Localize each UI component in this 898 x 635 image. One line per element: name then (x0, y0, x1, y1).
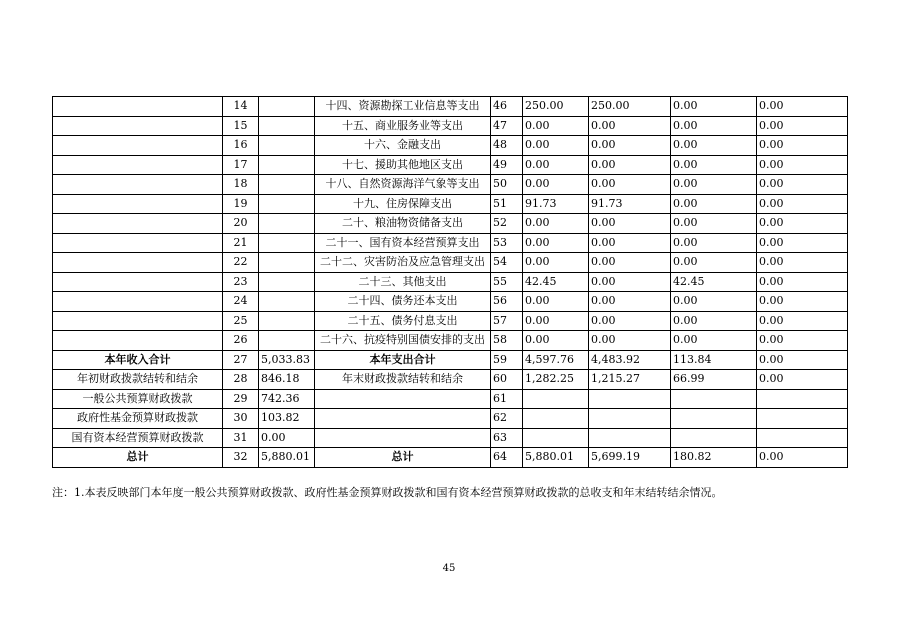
expense-item-label: 二十三、其他支出 (315, 272, 491, 292)
income-item-label (53, 97, 223, 117)
income-amount: 742.36 (259, 389, 315, 409)
expense-project: 0.00 (671, 233, 757, 253)
expense-total: 0.00 (523, 175, 589, 195)
income-line-no: 28 (223, 370, 259, 390)
expense-project (671, 389, 757, 409)
expense-basic: 0.00 (589, 136, 671, 156)
expense-basic: 0.00 (589, 331, 671, 351)
income-item-label (53, 116, 223, 136)
expense-project: 0.00 (671, 194, 757, 214)
expense-basic: 0.00 (589, 292, 671, 312)
income-amount (259, 272, 315, 292)
expense-project: 0.00 (671, 292, 757, 312)
income-line-no: 15 (223, 116, 259, 136)
income-item-label (53, 214, 223, 234)
table-row (53, 136, 848, 156)
expense-basic (589, 428, 671, 448)
expense-line-no: 51 (491, 194, 523, 214)
expense-other: 0.00 (757, 136, 848, 156)
income-line-no: 24 (223, 292, 259, 312)
expense-item-label: 二十二、灾害防治及应急管理支出 (315, 253, 491, 273)
expense-total (523, 409, 589, 429)
expense-total: 0.00 (523, 311, 589, 331)
expense-total (523, 389, 589, 409)
expense-basic: 4,483.92 (589, 350, 671, 370)
expense-basic: 0.00 (589, 155, 671, 175)
income-line-no: 29 (223, 389, 259, 409)
income-item-label (53, 292, 223, 312)
expense-line-no: 62 (491, 409, 523, 429)
expense-item-label: 二十一、国有资本经营预算支出 (315, 233, 491, 253)
table-row (53, 253, 848, 273)
table-row (53, 292, 848, 312)
table-row (53, 97, 848, 117)
table-row (53, 389, 848, 409)
expense-project: 0.00 (671, 253, 757, 273)
expense-total: 1,282.25 (523, 370, 589, 390)
expense-line-no: 61 (491, 389, 523, 409)
income-item-label: 政府性基金预算财政拨款 (53, 409, 223, 429)
table-row (53, 175, 848, 195)
expense-project (671, 428, 757, 448)
income-line-no: 17 (223, 155, 259, 175)
table-row (53, 409, 848, 429)
expense-project: 0.00 (671, 175, 757, 195)
expense-other: 0.00 (757, 292, 848, 312)
expense-basic: 0.00 (589, 175, 671, 195)
expense-total: 0.00 (523, 253, 589, 273)
expense-total: 0.00 (523, 331, 589, 351)
expense-other: 0.00 (757, 175, 848, 195)
expense-other: 0.00 (757, 350, 848, 370)
table-row (53, 311, 848, 331)
expense-line-no: 63 (491, 428, 523, 448)
expense-item-label: 十七、援助其他地区支出 (315, 155, 491, 175)
expense-item-label: 本年支出合计 (315, 350, 491, 370)
expense-other: 0.00 (757, 233, 848, 253)
expense-project: 0.00 (671, 116, 757, 136)
income-line-no: 19 (223, 194, 259, 214)
table-row (53, 448, 848, 468)
expense-item-label: 二十、粮油物资储备支出 (315, 214, 491, 234)
page-number: 45 (442, 563, 456, 574)
income-amount (259, 194, 315, 214)
expense-other: 0.00 (757, 155, 848, 175)
expense-total: 250.00 (523, 97, 589, 117)
expense-project: 0.00 (671, 136, 757, 156)
income-amount (259, 331, 315, 351)
table-row (53, 350, 848, 370)
expense-other: 0.00 (757, 370, 848, 390)
expense-line-no: 58 (491, 331, 523, 351)
expense-basic: 5,699.19 (589, 448, 671, 468)
expense-project: 180.82 (671, 448, 757, 468)
expense-total: 5,880.01 (523, 448, 589, 468)
expense-item-label (315, 428, 491, 448)
expense-basic: 0.00 (589, 311, 671, 331)
expense-line-no: 54 (491, 253, 523, 273)
income-item-label (53, 311, 223, 331)
expense-other: 0.00 (757, 272, 848, 292)
income-line-no: 20 (223, 214, 259, 234)
income-item-label: 国有资本经营预算财政拨款 (53, 428, 223, 448)
income-line-no: 31 (223, 428, 259, 448)
expense-total: 0.00 (523, 292, 589, 312)
expense-line-no: 53 (491, 233, 523, 253)
expense-item-label: 十五、商业服务业等支出 (315, 116, 491, 136)
expense-line-no: 55 (491, 272, 523, 292)
table-row (53, 428, 848, 448)
expense-other: 0.00 (757, 311, 848, 331)
income-amount (259, 233, 315, 253)
expense-project (671, 409, 757, 429)
expense-item-label: 年末财政拨款结转和结余 (315, 370, 491, 390)
expense-other: 0.00 (757, 331, 848, 351)
table-row (53, 272, 848, 292)
expense-total (523, 428, 589, 448)
expense-basic: 0.00 (589, 233, 671, 253)
expense-total: 0.00 (523, 155, 589, 175)
income-line-no: 22 (223, 253, 259, 273)
expense-item-label: 十九、住房保障支出 (315, 194, 491, 214)
expense-total: 0.00 (523, 116, 589, 136)
table-row (53, 370, 848, 390)
income-amount: 846.18 (259, 370, 315, 390)
expense-item-label: 总计 (315, 448, 491, 468)
expense-line-no: 60 (491, 370, 523, 390)
expense-line-no: 52 (491, 214, 523, 234)
income-item-label: 年初财政拨款结转和结余 (53, 370, 223, 390)
budget-table (52, 96, 848, 468)
expense-line-no: 57 (491, 311, 523, 331)
income-line-no: 25 (223, 311, 259, 331)
income-amount (259, 136, 315, 156)
expense-basic (589, 409, 671, 429)
income-item-label (53, 175, 223, 195)
income-item-label (53, 194, 223, 214)
table-row (53, 331, 848, 351)
expense-line-no: 56 (491, 292, 523, 312)
income-line-no: 14 (223, 97, 259, 117)
expense-project: 66.99 (671, 370, 757, 390)
expense-project: 113.84 (671, 350, 757, 370)
expense-other (757, 428, 848, 448)
income-amount (259, 175, 315, 195)
expense-item-label: 十八、自然资源海洋气象等支出 (315, 175, 491, 195)
expense-item-label: 二十四、债务还本支出 (315, 292, 491, 312)
income-amount (259, 97, 315, 117)
expense-basic: 0.00 (589, 272, 671, 292)
expense-other: 0.00 (757, 253, 848, 273)
income-amount (259, 214, 315, 234)
expense-project: 0.00 (671, 331, 757, 351)
expense-item-label (315, 409, 491, 429)
expense-total: 91.73 (523, 194, 589, 214)
expense-other: 0.00 (757, 116, 848, 136)
expense-basic: 91.73 (589, 194, 671, 214)
expense-line-no: 50 (491, 175, 523, 195)
income-amount (259, 253, 315, 273)
expense-total: 0.00 (523, 233, 589, 253)
income-amount: 5,033.83 (259, 350, 315, 370)
income-line-no: 27 (223, 350, 259, 370)
table-row (53, 155, 848, 175)
expense-other: 0.00 (757, 214, 848, 234)
expense-item-label: 十六、金融支出 (315, 136, 491, 156)
table-row (53, 233, 848, 253)
income-line-no: 26 (223, 331, 259, 351)
expense-item-label: 二十五、债务付息支出 (315, 311, 491, 331)
expense-basic: 0.00 (589, 253, 671, 273)
income-item-label (53, 136, 223, 156)
income-line-no: 16 (223, 136, 259, 156)
income-amount: 0.00 (259, 428, 315, 448)
expense-line-no: 47 (491, 116, 523, 136)
expense-item-label: 十四、资源勘探工业信息等支出 (315, 97, 491, 117)
expense-item-label: 二十六、抗疫特别国债安排的支出 (315, 331, 491, 351)
income-item-label (53, 155, 223, 175)
income-amount (259, 311, 315, 331)
table-row (53, 116, 848, 136)
expense-line-no: 49 (491, 155, 523, 175)
income-amount (259, 292, 315, 312)
expense-line-no: 46 (491, 97, 523, 117)
income-item-label (53, 272, 223, 292)
income-item-label (53, 253, 223, 273)
expense-line-no: 64 (491, 448, 523, 468)
expense-project: 0.00 (671, 214, 757, 234)
table-row (53, 214, 848, 234)
income-amount: 5,880.01 (259, 448, 315, 468)
expense-total: 0.00 (523, 136, 589, 156)
income-amount: 103.82 (259, 409, 315, 429)
income-item-label (53, 233, 223, 253)
income-line-no: 21 (223, 233, 259, 253)
income-line-no: 18 (223, 175, 259, 195)
expense-line-no: 59 (491, 350, 523, 370)
expense-basic: 0.00 (589, 116, 671, 136)
expense-basic (589, 389, 671, 409)
income-item-label: 一般公共预算财政拨款 (53, 389, 223, 409)
expense-basic: 1,215.27 (589, 370, 671, 390)
expense-total: 42.45 (523, 272, 589, 292)
expense-total: 4,597.76 (523, 350, 589, 370)
expense-other (757, 389, 848, 409)
expense-line-no: 48 (491, 136, 523, 156)
expense-item-label (315, 389, 491, 409)
expense-other: 0.00 (757, 448, 848, 468)
income-item-label (53, 331, 223, 351)
expense-project: 0.00 (671, 97, 757, 117)
table-row (53, 194, 848, 214)
expense-basic: 0.00 (589, 214, 671, 234)
expense-project: 42.45 (671, 272, 757, 292)
income-line-no: 23 (223, 272, 259, 292)
income-item-label: 总计 (53, 448, 223, 468)
expense-total: 0.00 (523, 214, 589, 234)
income-amount (259, 116, 315, 136)
expense-project: 0.00 (671, 311, 757, 331)
income-line-no: 32 (223, 448, 259, 468)
expense-basic: 250.00 (589, 97, 671, 117)
budget-table-body (53, 97, 848, 468)
expense-other (757, 409, 848, 429)
expense-other: 0.00 (757, 97, 848, 117)
expense-project: 0.00 (671, 155, 757, 175)
income-item-label: 本年收入合计 (53, 350, 223, 370)
income-line-no: 30 (223, 409, 259, 429)
footnote: 注：1.本表反映部门本年度一般公共预算财政拨款、政府性基金预算财政拨款和国有资本经营预算财政拨款的总收支和年末结转结余情况。 (52, 486, 723, 499)
expense-other: 0.00 (757, 194, 848, 214)
income-amount (259, 155, 315, 175)
